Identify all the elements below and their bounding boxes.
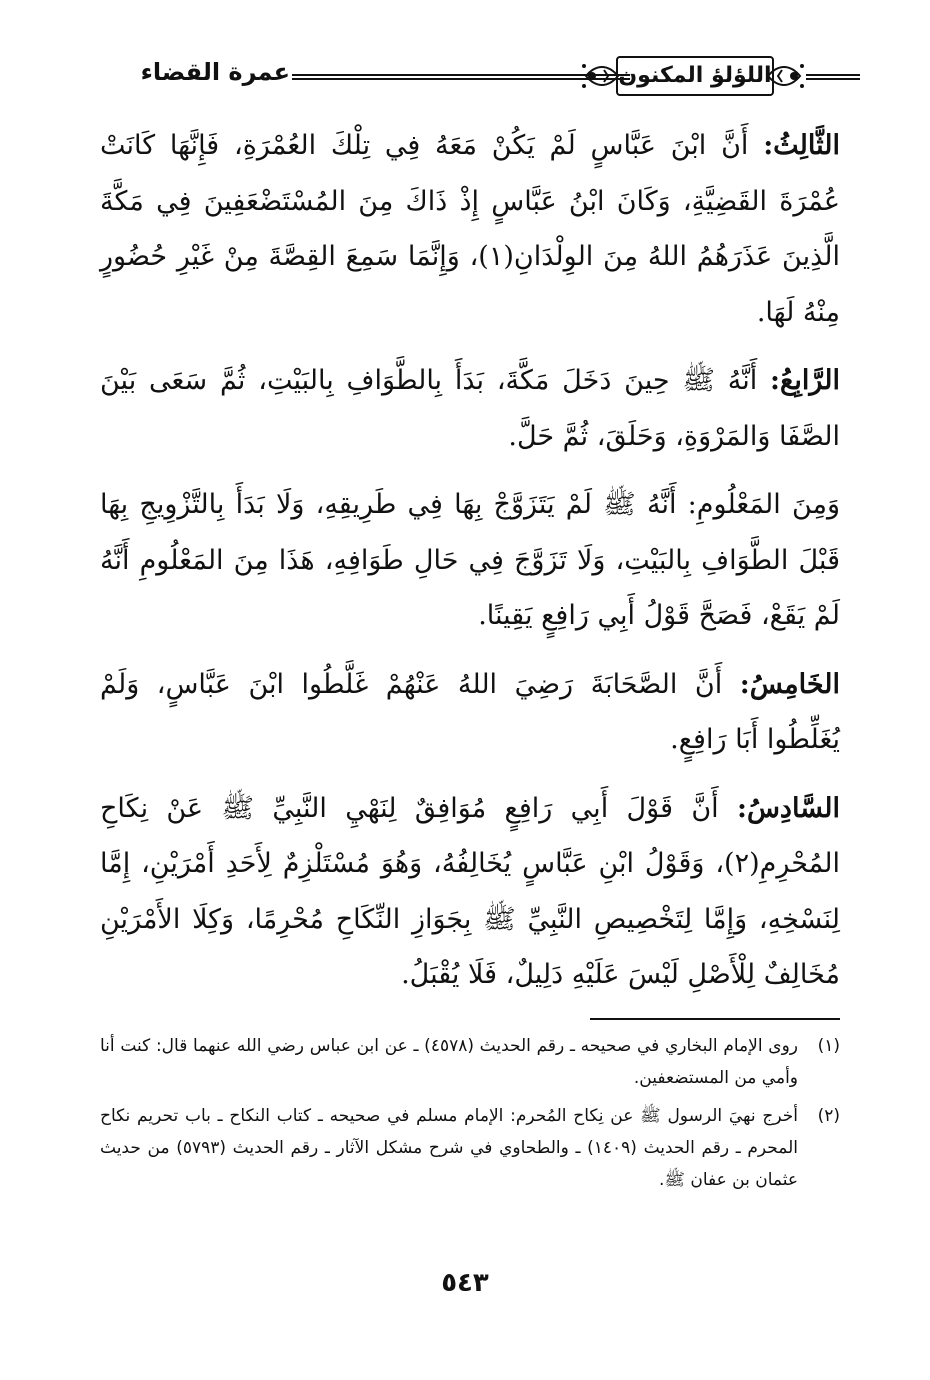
book-title-frame (578, 48, 808, 102)
paragraph-text: أَنَّ ابْنَ عَبَّاسٍ لَمْ يَكُنْ مَعَهُ فِي تِلْكَ العُمْرَةِ، فَإِنَّهَا كَانَتْ عُمْرَةَ القَضِيَّةِ، وَكَانَ ابْنُ عَبَّاسٍ إِذْ ذَاكَ مِنَ المُسْتَضْعَفِينَ فِي مَكَّةَ الَّذِينَ عَذَرَهُمُ اللهُ مِنَ الوِلْدَانِ(١)، وَإِنَّمَا سَمِعَ القِصَّةَ مِنْ غَيْرِ حُضُورٍ مِنْهُ لَهَا. (100, 130, 840, 328)
paragraph (100, 477, 840, 644)
header-rule-right (806, 74, 860, 80)
paragraph-text: وَمِنَ المَعْلُومِ: أَنَّهُ ﷺ لَمْ يَتَزَوَّجْ بِهَا فِي طَرِيقِهِ، وَلَا بَدَأَ بِالتَّزْوِيجِ بِهَا قَبْلَ الطَّوَافِ بِالبَيْتِ، وَلَا تَزَوَّجَ فِي حَالِ طَوَافِهِ، هَذَا مِنَ المَعْلُومِ أَنَّهُ لَمْ يَقَعْ، فَصَحَّ قَوْلُ أَبِي رَافِعٍ يَقِينًا. (100, 489, 840, 631)
book-title: اللؤلؤ المكنون (616, 56, 774, 96)
page-number: ٥٤٣ (441, 1268, 489, 1298)
main-text (100, 118, 840, 1016)
footnote (100, 1030, 840, 1094)
footnote (100, 1100, 840, 1196)
paragraph (100, 118, 840, 340)
paragraph-heading: الخَامِسُ: (739, 668, 840, 700)
paragraph (100, 781, 840, 1003)
footnote-text: روى الإمام البخاري في صحيحه ـ رقم الحديث (٤٥٧٨) ـ عن ابن عباس رضي الله عنهما قال: كنت أنا وأمي من المستضعفين. (100, 1036, 799, 1088)
paragraph-text: أَنَّ الصَّحَابَةَ رَضِيَ اللهُ عَنْهُمْ غَلَّطُوا ابْنَ عَبَّاسٍ، وَلَمْ يُغَلِّطُوا أَبَا رَافِعٍ. (100, 668, 840, 755)
paragraph-heading: السَّادِسُ: (737, 792, 840, 824)
paragraph (100, 657, 840, 768)
paragraph-text: أَنَّهُ ﷺ حِينَ دَخَلَ مَكَّةَ، بَدَأَ بِالطَّوَافِ بِالبَيْتِ، ثُمَّ سَعَى بَيْنَ الصَّفَا وَالمَرْوَةِ، وَحَلَقَ، ثُمَّ حَلَّ. (100, 365, 840, 452)
paragraph-heading: الثَّالِثُ: (763, 130, 840, 161)
footnote-separator (590, 1018, 840, 1020)
paragraph (100, 353, 840, 464)
footnote-number: (١) (817, 1036, 840, 1056)
paragraph-heading: الرَّابِعُ: (770, 365, 840, 396)
paragraph-text: أَنَّ قَوْلَ أَبِي رَافِعٍ مُوَافِقٌ لِنَهْيِ النَّبِيِّ ﷺ عَنْ نِكَاحِ المُحْرِمِ(٢)، وَقَوْلُ ابْنِ عَبَّاسٍ يُخَالِفُهُ، وَهُوَ مُسْتَلْزِمٌ لِأَحَدِ أَمْرَيْنِ، إِمَّا لِنَسْخِهِ، وَإِمَّا لِتَخْصِيصِ النَّبِيِّ ﷺ بِجَوَازِ النِّكَاحِ مُحْرِمًا، وَكِلَا الأَمْرَيْنِ مُخَالِفٌ لِلْأَصْلِ لَيْسَ عَلَيْهِ دَلِيلٌ، فَلَا يُقْبَلُ. (100, 792, 841, 990)
footnote-number: (٢) (817, 1106, 840, 1126)
footnotes (100, 1030, 840, 1202)
footnote-text: أخرج نهيَ الرسول ﷺ عن نِكاح المُحرم: الإمام مسلم في صحيحه ـ كتاب النكاح ـ باب تحريم نكاح المحرم ـ رقم الحديث (١٤٠٩) ـ والطحاوي في شرح مشكل الآثار ـ رقم الحديث (٥٧٩٣) من حديث عثمان بن عفان ﷺ. (100, 1106, 799, 1190)
running-head: عمرة القضاء (140, 58, 290, 86)
ornament-right-icon (764, 54, 808, 98)
page-header (60, 48, 870, 104)
